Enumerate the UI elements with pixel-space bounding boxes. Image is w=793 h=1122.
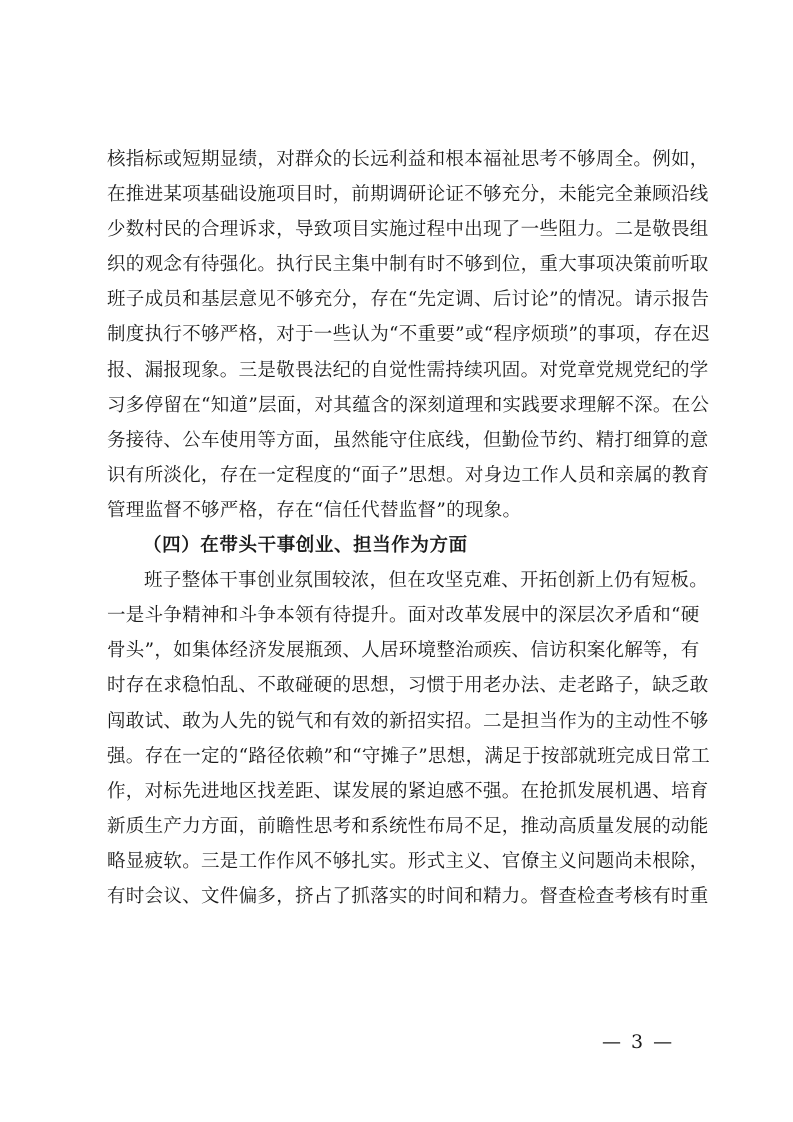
paragraph-line: 略显疲软。三是工作作风不够扎实。形式主义、官僚主义问题尚未根除， [107,850,709,872]
page-number: — 3 — [602,1031,675,1053]
paragraph-line: 一是斗争精神和斗争本领有待提升。面对改革发展中的深层次矛盾和“硬 [107,605,700,627]
paragraph-line: 务接待、公车使用等方面，虽然能守住底线，但勤俭节约、精打细算的意 [107,429,709,451]
paragraph-line: 作，对标先进地区找差距、谋发展的紧迫感不强。在抢抓发展机遇、培育 [107,780,709,802]
paragraph-line: 在推进某项基础设施项目时，前期调研论证不够充分，未能完全兼顾沿线 [107,184,709,206]
body-text [107,142,711,914]
paragraph-line: 报、漏报现象。三是敬畏法纪的自觉性需持续巩固。对党章党规党纪的学 [107,359,709,381]
paragraph-line: 新质生产力方面，前瞻性思考和系统性布局不足，推动高质量发展的动能 [107,815,709,837]
paragraph-line: 核指标或短期显绩，对群众的长远利益和根本福祉思考不够周全。例如， [107,149,709,170]
paragraph-line: 闯敢试、敢为人先的锐气和有效的新招实招。二是担当作为的主动性不够 [107,710,709,732]
paragraph-line: 骨头”，如集体经济发展瓶颈、人居环境整治顽疾、信访积案化解等，有 [107,640,700,662]
paragraph-line: 强。存在一定的“路径依赖”和“守摊子”思想，满足于按部就班完成日常工 [107,745,711,767]
paragraph-line: 时存在求稳怕乱、不敢碰硬的思想，习惯于用老办法、走老路子，缺乏敢 [107,675,709,697]
paragraph-line: 习多停留在“知道”层面，对其蕴含的深刻道理和实践要求理解不深。在公 [107,394,710,416]
paragraph-line: 识有所淡化，存在一定程度的“面子”思想。对身边工作人员和亲属的教育 [107,464,710,486]
paragraph-line: 制度执行不够严格，对于一些认为“不重要”或“程序烦琐”的事项，存在迟 [107,324,711,346]
paragraph-line: 少数村民的合理诉求，导致项目实施过程中出现了一些阻力。二是敬畏组 [107,219,709,241]
paragraph-line: 班子成员和基层意见不够充分，存在“先定调、后讨论”的情况。请示报告 [107,289,710,311]
paragraph-line: 有时会议、文件偏多，挤占了抓落实的时间和精力。督查检查考核有时重 [107,885,709,907]
paragraph-line: 班子整体干事创业氛围较浓，但在攻坚克难、开拓创新上仍有短板。 [144,570,709,592]
section-heading: （四）在带头干事创业、担当作为方面 [143,535,468,557]
paragraph-line: 织的观念有待强化。执行民主集中制有时不够到位，重大事项决策前听取 [107,254,709,276]
paragraph-line: 管理监督不够严格，存在“信任代替监督”的现象。 [107,499,522,521]
